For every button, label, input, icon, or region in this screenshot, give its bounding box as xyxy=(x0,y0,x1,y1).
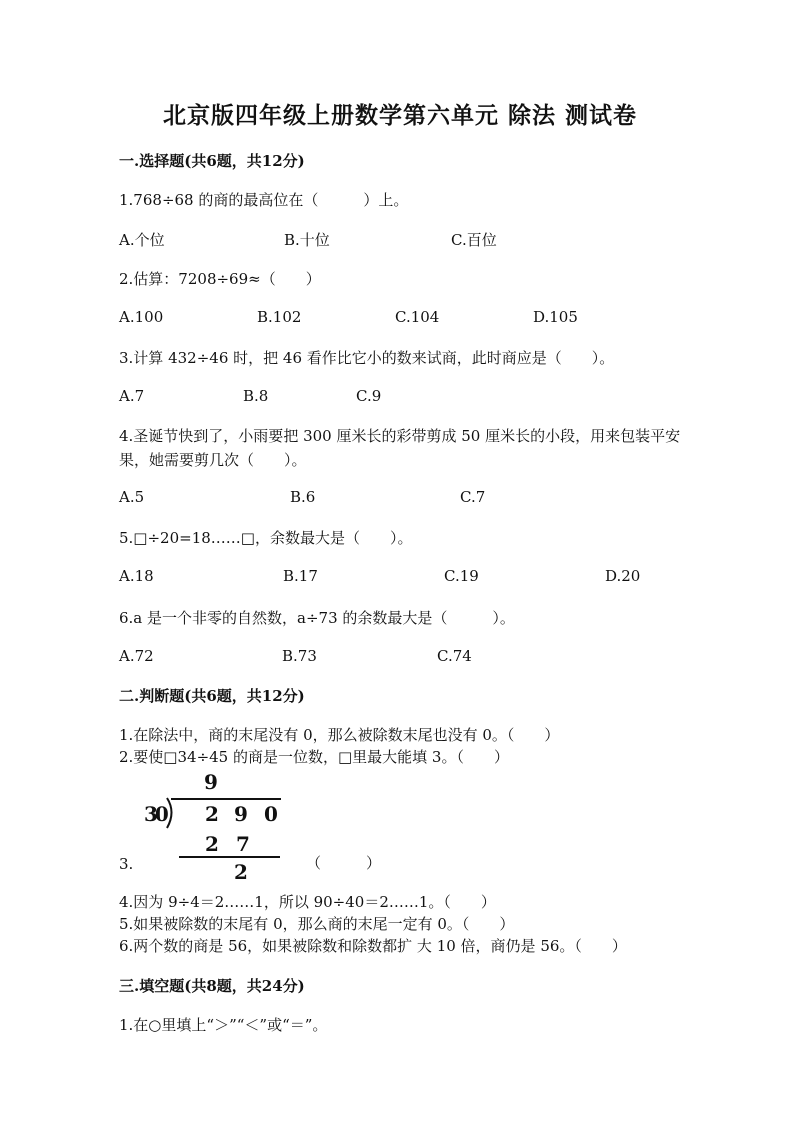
choice-3-option-c: C.9 xyxy=(356,387,382,405)
judge-item-5: 5.如果被除数的末尾有 0，那么商的末尾一定有 0。（ ） xyxy=(119,915,515,933)
choice-question-3: 3.计算 432÷46 时，把 46 看作比它小的数来试商，此时商应是（ ）。 xyxy=(119,349,615,367)
judge-item-4: 4.因为 9÷4＝2……1，所以 90÷40＝2……1。（ ） xyxy=(119,893,496,911)
long-division-dividend-digit: 9 xyxy=(234,802,248,826)
section-heading-choice: 一.选择题(共6题，共12分) xyxy=(119,152,305,170)
choice-3-option-b: B.8 xyxy=(243,387,269,405)
judge-item-3-answer-blank: （ ） xyxy=(306,854,382,872)
judge-item-1: 1.在除法中，商的末尾没有 0，那么被除数末尾也没有 0。（ ） xyxy=(119,726,560,744)
choice-3-option-a: A.7 xyxy=(119,387,145,405)
choice-4-option-b: B.6 xyxy=(290,488,316,506)
long-division-remainder: 2 xyxy=(234,860,248,884)
long-division-product-digit: 2 xyxy=(205,832,219,856)
choice-5-option-b: B.17 xyxy=(283,567,318,585)
page-title: 北京版四年级上册数学第六单元 除法 测试卷 xyxy=(162,102,637,129)
choice-question-2: 2.估算：7208÷69≈（ ） xyxy=(119,270,321,288)
choice-question-5: 5.□÷20=18……□，余数最大是（ ）。 xyxy=(119,529,413,547)
section-heading-judge: 二.判断题(共6题，共12分) xyxy=(119,687,305,705)
judge-item-2: 2.要使□34÷45 的商是一位数，□里最大能填 3。（ ） xyxy=(119,748,509,766)
choice-2-option-c: C.104 xyxy=(395,308,440,326)
choice-5-option-a: A.18 xyxy=(119,567,154,585)
long-division-sub-bar xyxy=(179,856,280,858)
choice-1-option-b: B.十位 xyxy=(284,231,330,249)
section-heading-fill: 三.填空题(共8题，共24分) xyxy=(119,977,305,995)
long-division-divisor: 30 xyxy=(144,802,166,826)
long-division-dividend-digit: 2 xyxy=(205,802,219,826)
long-division-dividend-digit: 0 xyxy=(264,802,278,826)
long-division-quotient: 9 xyxy=(204,770,218,794)
choice-1-option-a: A.个位 xyxy=(119,231,165,249)
long-division-top-bar xyxy=(171,798,281,800)
long-division-product-digit: 7 xyxy=(236,832,250,856)
long-division-bracket xyxy=(164,796,180,830)
choice-5-option-d: D.20 xyxy=(605,567,641,585)
choice-2-option-a: A.100 xyxy=(119,308,164,326)
choice-1-option-c: C.百位 xyxy=(451,231,497,249)
choice-2-option-d: D.105 xyxy=(533,308,578,326)
choice-6-option-b: B.73 xyxy=(282,647,317,665)
judge-item-6: 6.两个数的商是 56，如果被除数和除数都扩 大 10 倍，商仍是 56。（ ） xyxy=(119,937,627,955)
choice-question-6: 6.a 是一个非零的自然数，a÷73 的余数最大是（ ）。 xyxy=(119,609,515,627)
choice-2-option-b: B.102 xyxy=(257,308,302,326)
choice-6-option-a: A.72 xyxy=(119,647,154,665)
choice-question-1: 1.768÷68 的商的最高位在（ ）上。 xyxy=(119,191,409,209)
fill-question-1: 1.在○里填上“＞”“＜”或“＝”。 xyxy=(119,1016,328,1034)
choice-question-4: 4.圣诞节快到了，小雨要把 300 厘米长的彩带剪成 50 厘米长的小段，用来包装平安果，她需要剪几次（ ）。 xyxy=(119,427,681,469)
choice-4-option-a: A.5 xyxy=(119,488,145,506)
judge-item-3-label: 3. xyxy=(119,855,134,873)
choice-5-option-c: C.19 xyxy=(444,567,479,585)
choice-6-option-c: C.74 xyxy=(437,647,472,665)
choice-4-option-c: C.7 xyxy=(460,488,486,506)
